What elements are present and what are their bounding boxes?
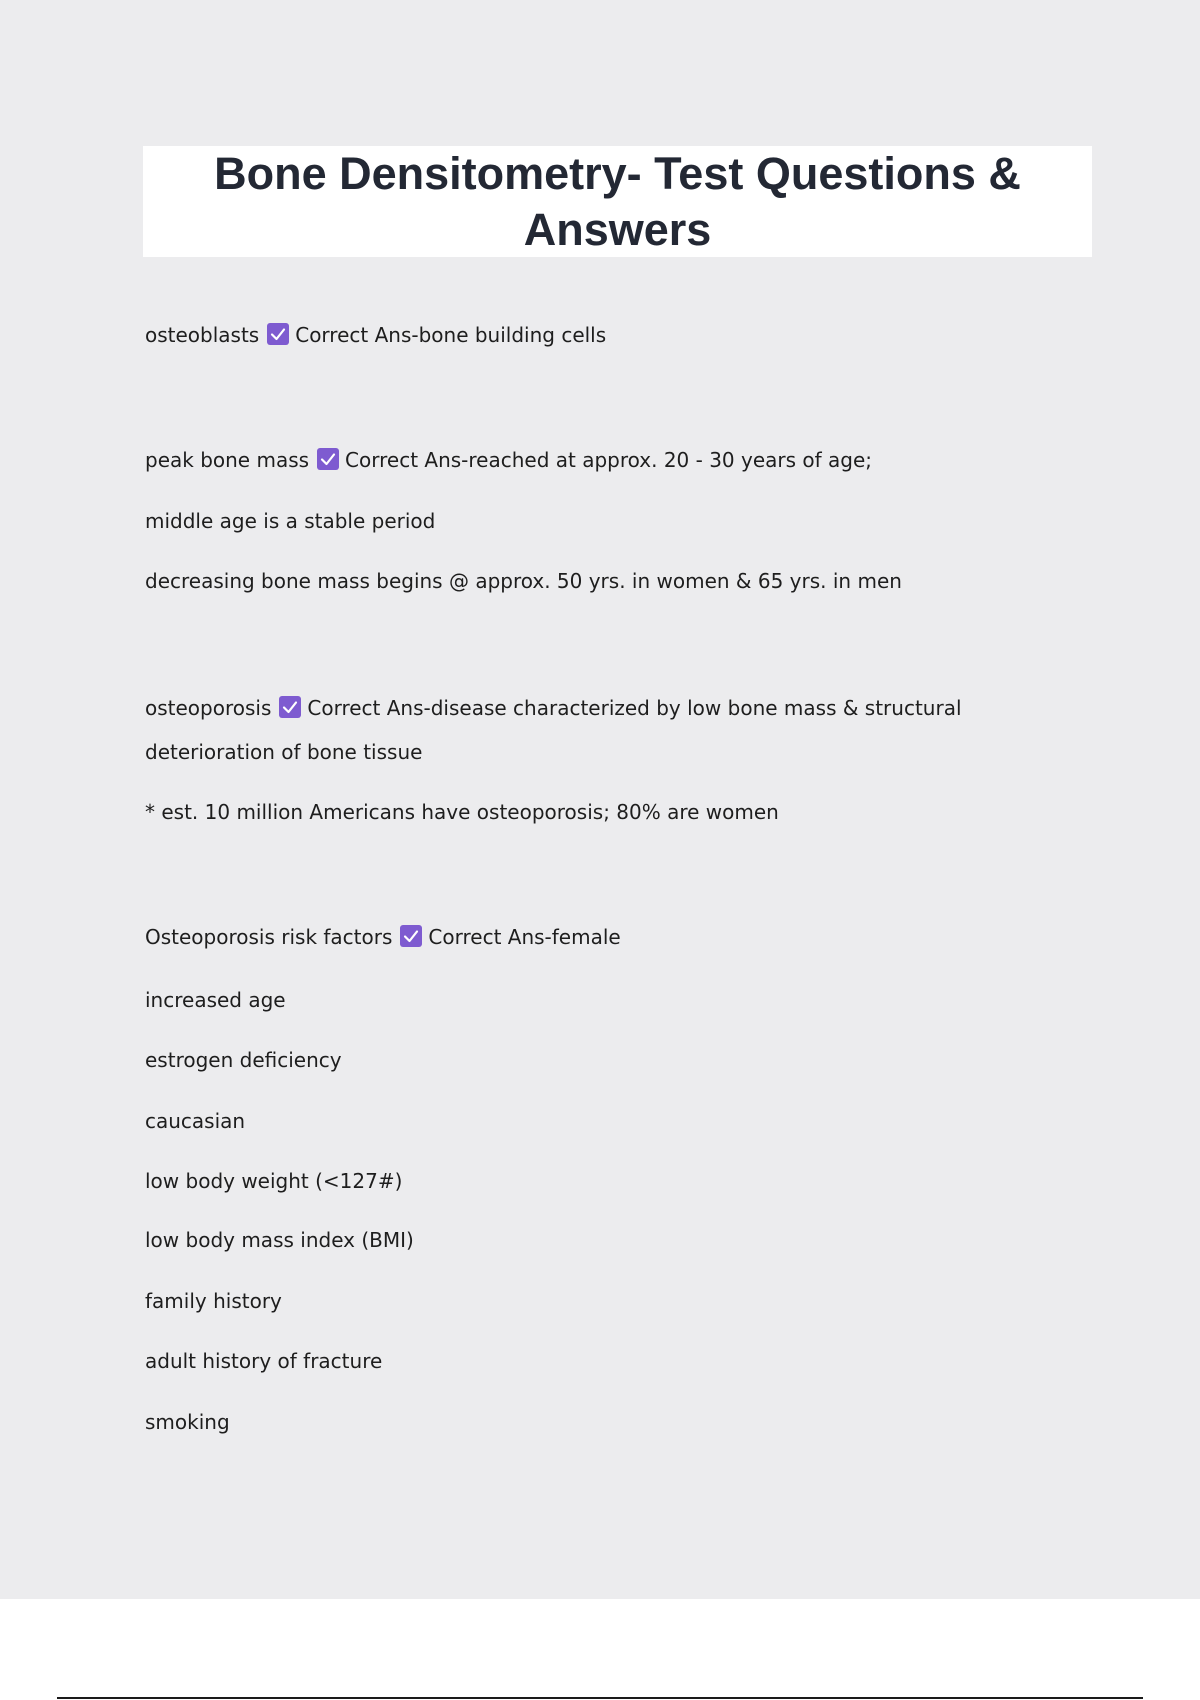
checkbox-checked-icon <box>279 696 301 718</box>
qa-extra-line: low body mass index (BMI) <box>145 1228 414 1252</box>
qa-extra-line: decreasing bone mass begins @ approx. 50 yrs. in women & 65 yrs. in men <box>145 569 902 593</box>
footer-divider <box>57 1697 1143 1699</box>
qa-extra-line: increased age <box>145 988 286 1012</box>
qa-extra-line: adult history of fracture <box>145 1349 383 1373</box>
checkbox-checked-icon <box>267 323 289 345</box>
qa-extra-line: low body weight (<127#) <box>145 1169 403 1193</box>
qa-answer: Correct Ans-bone building cells <box>295 323 607 347</box>
checkbox-checked-icon <box>317 448 339 470</box>
title-banner <box>143 146 1092 257</box>
qa-answer: Correct Ans-reached at approx. 20 - 30 years of age; <box>345 448 873 472</box>
qa-extra-line: * est. 10 million Americans have osteoporosis; 80% are women <box>145 800 779 824</box>
qa-extra-line: caucasian <box>145 1109 246 1133</box>
qa-item-osteoporosis-risk-factors <box>145 923 621 951</box>
qa-term: osteoblasts <box>145 323 260 347</box>
page-footer <box>0 1599 1200 1700</box>
qa-item-osteoporosis <box>145 686 1095 774</box>
qa-term: Osteoporosis risk factors <box>145 925 393 949</box>
qa-extra-line: middle age is a stable period <box>145 509 436 533</box>
qa-term: peak bone mass <box>145 448 310 472</box>
qa-extra-line: estrogen deficiency <box>145 1048 342 1072</box>
qa-item-osteoblasts <box>145 321 606 349</box>
qa-item-peak-bone-mass <box>145 446 872 474</box>
checkbox-checked-icon <box>400 925 422 947</box>
qa-answer: Correct Ans-female <box>428 925 621 949</box>
qa-extra-line: smoking <box>145 1410 230 1434</box>
document-title: Bone Densitometry- Test Questions & Answers <box>214 147 1021 255</box>
qa-extra-line: family history <box>145 1289 282 1313</box>
qa-answer: Correct Ans-disease characterized by low bone mass & structural deterioration of bone tissue <box>145 696 962 764</box>
qa-term: osteoporosis <box>145 696 272 720</box>
